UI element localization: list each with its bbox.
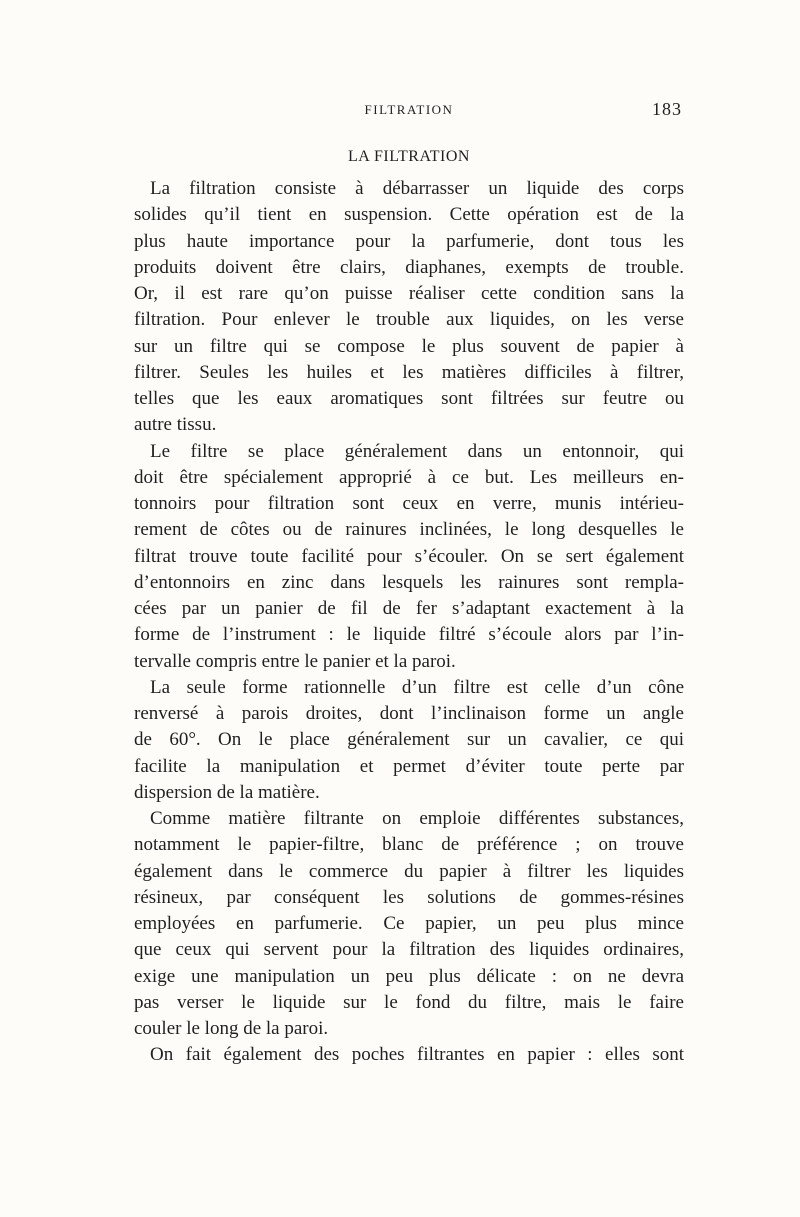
- text-line: produits doivent être clairs, diaphanes, exempts de trouble.: [134, 256, 684, 278]
- body-text: [134, 176, 684, 1069]
- text-line: d’entonnoirs en zinc dans lesquels les rainures sont rempla-: [134, 571, 684, 593]
- text-line: pas verser le liquide sur le fond du filtre, mais le faire: [134, 991, 684, 1013]
- text-line: Le filtre se place généralement dans un entonnoir, qui: [150, 440, 684, 462]
- paragraph: [134, 806, 684, 1042]
- text-line: On fait également des poches filtrantes en papier : elles sont: [150, 1044, 684, 1066]
- text-line: forme de l’instrument : le liquide filtré s’écoule alors par l’in-: [134, 624, 684, 646]
- text-line: La filtration consiste à débarrasser un liquide des corps: [150, 178, 684, 199]
- text-line: tonnoirs pour filtration sont ceux en verre, munis intérieu-: [134, 493, 684, 514]
- text-line: exige une manipulation un peu plus délicate : on ne devra: [134, 965, 684, 987]
- text-line: couler le long de la paroi.: [134, 1018, 329, 1039]
- running-head: [136, 99, 682, 126]
- text-line: facilite la manipulation et permet d’éviter toute perte par: [134, 755, 684, 777]
- text-line: cées par un panier de fil de fer s’adaptant exactement à la: [134, 598, 684, 619]
- text-line: notamment le papier-filtre, blanc de préférence ; on trouve: [134, 834, 684, 856]
- text-line: solides qu’il tient en suspension. Cette opération est de la: [134, 204, 684, 226]
- text-line: employées en parfumerie. Ce papier, un peu plus mince: [134, 913, 684, 934]
- paragraph: [134, 1042, 684, 1068]
- text-line: filtration. Pour enlever le trouble aux liquides, on les verse: [134, 309, 684, 331]
- text-line: que ceux qui servent pour la filtration des liquides ordinaires,: [134, 939, 684, 961]
- paragraph: [134, 675, 684, 806]
- text-line: Comme matière filtrante on emploie différentes substances,: [150, 808, 684, 829]
- paragraph: [134, 439, 684, 675]
- text-line: tervalle compris entre le panier et la paroi.: [134, 650, 456, 672]
- running-title: FILTRATION: [364, 102, 454, 117]
- text-line: sur un filtre qui se compose le plus souvent de papier à: [134, 335, 684, 357]
- text-line: de 60°. On le place généralement sur un cavalier, ce qui: [134, 729, 684, 751]
- text-line: résineux, par conséquent les solutions de gommes-résines: [134, 886, 684, 908]
- text-line: plus haute importance pour la parfumerie, dont tous les: [134, 230, 684, 252]
- text-line: autre tissu.: [134, 414, 217, 436]
- text-line: renversé à parois droites, dont l’inclinaison forme un angle: [134, 703, 684, 724]
- text-line: Or, il est rare qu’on puisse réaliser cette condition sans la: [134, 283, 684, 304]
- section-title: LA FILTRATION: [348, 148, 470, 165]
- text-line: filtrat trouve toute facilité pour s’écouler. On se sert également: [134, 545, 684, 567]
- text-line: également dans le commerce du papier à filtrer les liquides: [134, 860, 684, 882]
- text-line: rement de côtes ou de rainures inclinées, le long desquelles le: [134, 519, 684, 541]
- text-line: doit être spécialement approprié à ce but. Les meilleurs en-: [134, 466, 684, 488]
- text-line: filtrer. Seules les huiles et les matières difficiles à filtrer,: [134, 361, 684, 383]
- page-number: 183: [652, 99, 682, 119]
- text-line: telles que les eaux aromatiques sont filtrées sur feutre ou: [134, 388, 684, 409]
- text-line: La seule forme rationnelle d’un filtre est celle d’un cône: [150, 676, 684, 698]
- text-line: dispersion de la matière.: [134, 781, 320, 803]
- paragraph: [134, 176, 684, 439]
